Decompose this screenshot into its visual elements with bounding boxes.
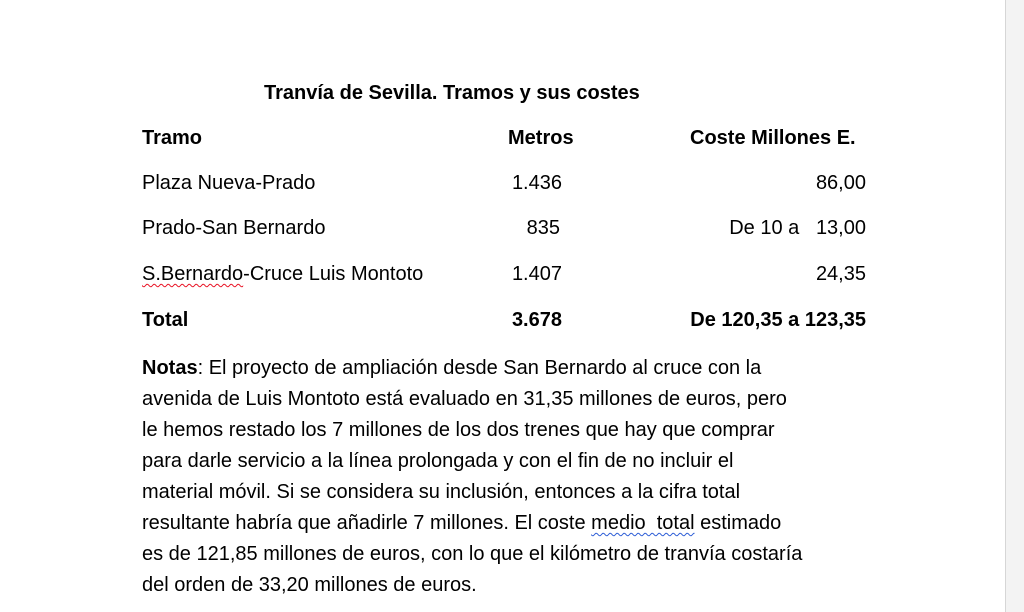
notes-text: : El proyecto de ampliación desde San Bernardo al cruce con la (197, 357, 762, 379)
notes-line: para darle servicio a la línea prolongada y con el fin de no incluir el (142, 450, 734, 472)
notes-line: es de 121,85 millones de euros, con lo que el kilómetro de tranvía costaría (142, 543, 803, 565)
metros-cell: 835 (526, 217, 560, 239)
coste-cell: 86,00 (815, 172, 866, 194)
notes-text: estimado (694, 512, 782, 534)
spellcheck-underlined-word: S.Bernardo (142, 263, 244, 285)
header-tramo: Tramo (142, 127, 203, 149)
tramo-cell (142, 263, 423, 286)
header-metros: Metros (508, 127, 574, 149)
document-title: Tranvía de Sevilla. Tramos y sus costes (264, 82, 640, 104)
page-right-margin (1005, 0, 1024, 612)
coste-prefix: De 10 a (729, 217, 800, 239)
notes-line: le hemos restado los 7 millones de los dos trenes que hay que comprar (142, 419, 775, 441)
tramo-cell: Prado-San Bernardo (142, 217, 326, 239)
header-coste: Coste Millones E. (690, 127, 856, 149)
notes-line: avenida de Luis Montoto está evaluado en 31,35 millones de euros, pero (142, 388, 787, 410)
total-label: Total (142, 309, 189, 331)
total-metros: 3.678 (511, 309, 562, 331)
notes-label: Notas (142, 357, 198, 379)
notes-line: del orden de 33,20 millones de euros. (142, 574, 477, 596)
coste-cell (640, 217, 866, 240)
total-coste: De 120,35 a 123,35 (690, 309, 866, 331)
notes-line (142, 508, 882, 539)
metros-cell: 1.436 (511, 172, 562, 194)
coste-value: 13,00 (815, 217, 866, 239)
notes-line (142, 353, 882, 384)
notes-line: material móvil. Si se considera su inclusión, entonces a la cifra total (142, 481, 741, 503)
notes-text: resultante habría que añadirle 7 millones. El coste (142, 512, 592, 534)
tramo-cell-rest: -Cruce Luis Montoto (243, 263, 424, 285)
grammar-underlined-phrase: medio total (591, 512, 695, 534)
notes-paragraph (142, 353, 882, 601)
metros-cell: 1.407 (511, 263, 562, 285)
tramo-cell: Plaza Nueva-Prado (142, 172, 316, 194)
coste-cell: 24,35 (815, 263, 866, 285)
